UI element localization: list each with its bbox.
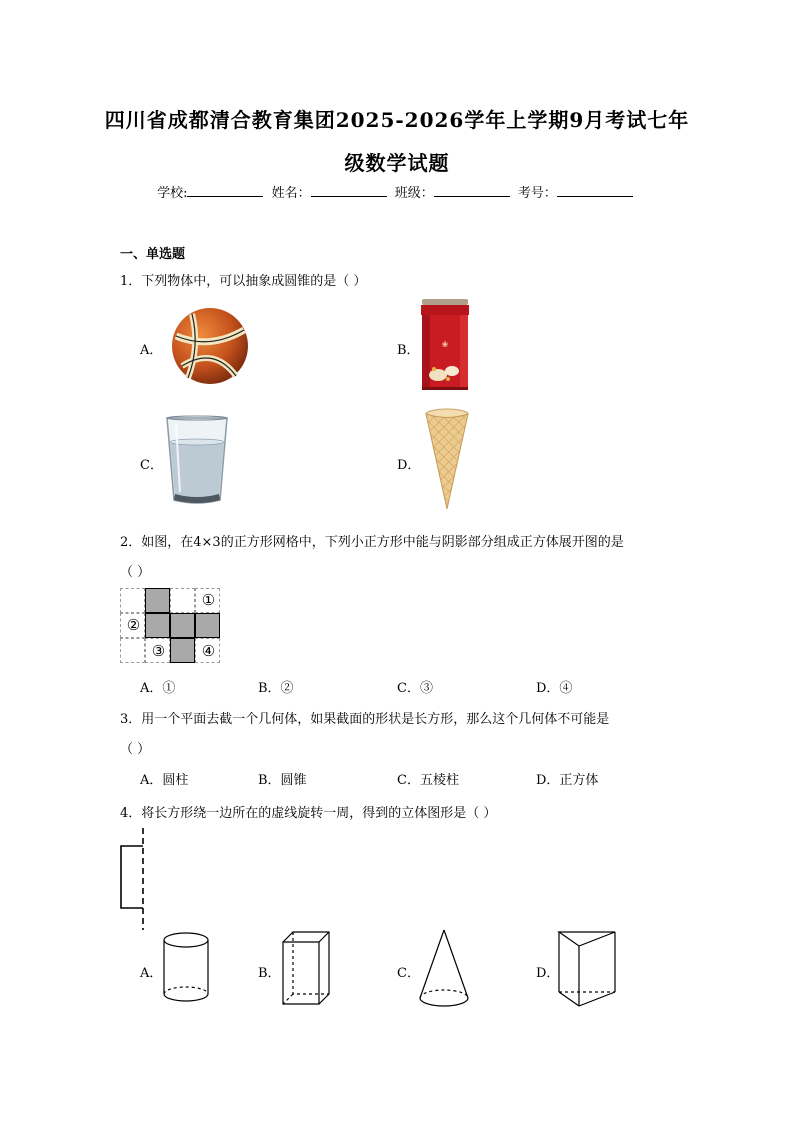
triangular-prism-figure [556, 928, 620, 1010]
id-label: 考号： [517, 186, 557, 201]
id-blank[interactable] [557, 184, 633, 197]
grid-label-4: ④ [201, 642, 216, 660]
q1-option-c-label[interactable]: C． [140, 458, 163, 473]
q1-option-d-label[interactable]: D． [397, 458, 421, 473]
q1-stem: 1．下列物体中，可以抽象成圆锥的是（ ） [120, 274, 367, 289]
q1-option-a-label[interactable]: A． [140, 343, 163, 358]
q3-option-d[interactable]: D．正方体 [536, 773, 599, 788]
rectangular-prism-figure [280, 930, 332, 1010]
page-title-line2: 级数学试题 [344, 151, 450, 175]
name-blank[interactable] [311, 184, 387, 197]
q2-option-d[interactable]: D．④ [536, 681, 573, 696]
q2-stem: 2．如图，在4×3的正方形网格中，下列小正方形中能与阴影部分组成正方体展开图的是 [120, 535, 624, 550]
grid-cell [120, 638, 145, 663]
q3-option-b[interactable]: B．圆锥 [258, 773, 307, 788]
class-blank[interactable] [434, 184, 510, 197]
grid-cell-shaded [170, 613, 195, 638]
basketball-image [170, 306, 250, 386]
grid-label-2: ② [126, 616, 141, 634]
grid-cell [170, 588, 195, 613]
svg-text:❀: ❀ [441, 340, 449, 349]
school-blank[interactable] [187, 184, 263, 197]
q2-grid-figure [120, 588, 222, 664]
school-label: 学校: [157, 186, 188, 201]
q2-answer-parens: （ ） [120, 565, 151, 580]
grid-cell [120, 588, 145, 613]
q4-option-a-label[interactable]: A． [140, 966, 163, 981]
student-info-line [0, 182, 794, 201]
q1-option-b-label[interactable]: B． [397, 343, 420, 358]
grid-cell-shaded [145, 613, 170, 638]
q2-option-b[interactable]: B．② [258, 681, 294, 696]
ice-cream-cone-image [424, 407, 470, 511]
class-label: 班级： [394, 186, 434, 201]
q4-stem: 4．将长方形绕一边所在的虚线旋转一周，得到的立体图形是（ ） [120, 806, 497, 821]
grid-cell-shaded [195, 613, 220, 638]
glass-of-water-image [164, 414, 230, 506]
page-title-line1: 四川省成都清合教育集团2025-2026学年上学期9月考试七年 [104, 108, 690, 132]
name-label: 姓名： [271, 186, 311, 201]
q2-option-c[interactable]: C．③ [397, 681, 433, 696]
q3-option-a[interactable]: A．圆柱 [140, 773, 189, 788]
q3-stem: 3．用一个平面去截一个几何体，如果截面的形状是长方形，那么这个几何体不可能是 [120, 712, 610, 727]
q4-option-d-label[interactable]: D． [536, 966, 560, 981]
q4-option-c-label[interactable]: C． [397, 966, 420, 981]
cylinder-figure [160, 930, 212, 1006]
grid-label-1: ① [201, 591, 216, 609]
grid-label-3: ③ [151, 642, 166, 660]
q3-option-c[interactable]: C．五棱柱 [397, 773, 459, 788]
q2-option-a[interactable]: A．① [140, 681, 176, 696]
tea-can-image [420, 299, 470, 391]
q4-option-b-label[interactable]: B． [258, 966, 281, 981]
rectangle-rotation-figure [116, 826, 156, 932]
section-heading: 一、单选题 [120, 247, 186, 262]
cone-figure [416, 928, 472, 1010]
grid-cell-shaded [145, 588, 170, 613]
q3-answer-parens: （ ） [120, 742, 151, 757]
grid-cell-shaded [170, 638, 195, 663]
